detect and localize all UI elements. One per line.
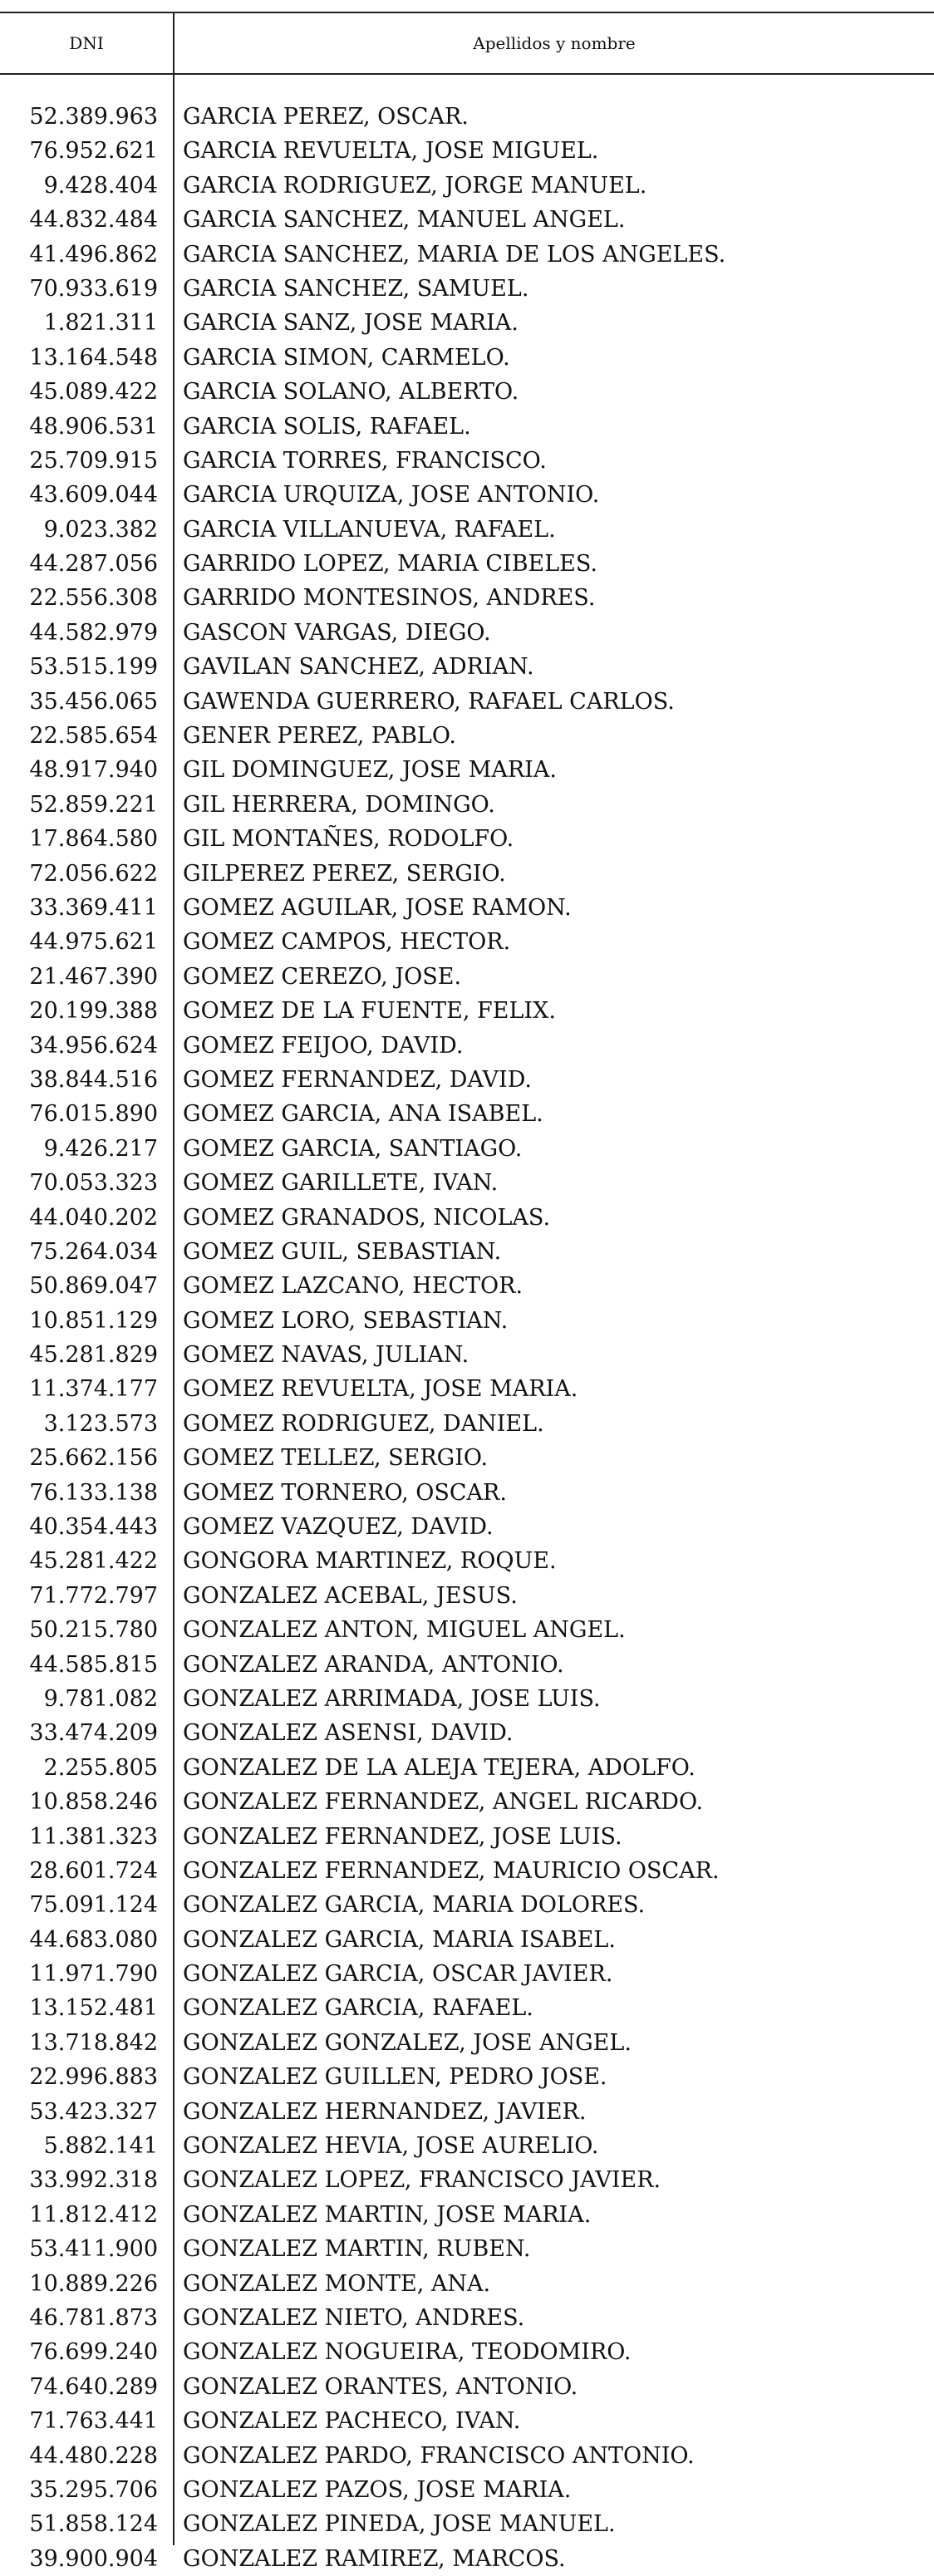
- name-cell: GARCIA REVUELTA, JOSE MIGUEL.: [183, 138, 599, 165]
- dni-cell: 50.869.047: [29, 1273, 158, 1300]
- dni-cell: 13.718.842: [29, 2029, 158, 2056]
- table-row: [0, 2542, 934, 2576]
- name-cell: GONZALEZ MONTE, ANA.: [183, 2270, 491, 2297]
- dni-cell: 38.844.516: [29, 1066, 158, 1093]
- table-row: [0, 2198, 934, 2232]
- name-cell: GONZALEZ ANTON, MIGUEL ANGEL.: [183, 1617, 626, 1644]
- table-body: [0, 100, 934, 2576]
- table-row: [0, 1820, 934, 1854]
- name-cell: GOMEZ VAZQUEZ, DAVID.: [183, 1514, 494, 1541]
- dni-cell: 44.585.815: [29, 1651, 158, 1678]
- name-cell: GONZALEZ PAZOS, JOSE MARIA.: [183, 2476, 572, 2503]
- dni-cell: 3.123.573: [43, 1410, 158, 1437]
- dni-cell: 71.772.797: [29, 1582, 158, 1609]
- table-row: [0, 306, 934, 340]
- table-row: [0, 1063, 934, 1097]
- table-row: [0, 1338, 934, 1372]
- table-row: [0, 753, 934, 787]
- table-header: [0, 13, 934, 75]
- table-row: [0, 1029, 934, 1063]
- dni-cell: 25.709.915: [29, 447, 158, 474]
- table-row: [0, 685, 934, 719]
- table-row: [0, 822, 934, 856]
- table-row: [0, 410, 934, 444]
- name-cell: GONZALEZ PACHECO, IVAN.: [183, 2408, 521, 2435]
- name-cell: GARCIA SANCHEZ, MANUEL ANGEL.: [183, 207, 626, 234]
- name-cell: GONZALEZ HEVIA, JOSE AURELIO.: [183, 2133, 599, 2160]
- dni-cell: 22.585.654: [29, 723, 158, 750]
- table-row: [0, 1304, 934, 1338]
- name-cell: GIL HERRERA, DOMINGO.: [183, 791, 495, 818]
- name-cell: GOMEZ GARCIA, SANTIAGO.: [183, 1135, 523, 1162]
- dni-cell: 21.467.390: [29, 963, 158, 990]
- dni-cell: 70.933.619: [29, 275, 158, 302]
- table-row: [0, 2439, 934, 2473]
- table-row: [0, 1716, 934, 1750]
- dni-cell: 39.900.904: [29, 2545, 158, 2572]
- name-cell: GOMEZ FERNANDEZ, DAVID.: [183, 1066, 532, 1093]
- table-row: [0, 1097, 934, 1131]
- dni-cell: 46.781.873: [29, 2305, 158, 2331]
- dni-cell: 11.381.323: [29, 1823, 158, 1850]
- name-cell: GOMEZ GARILLETE, IVAN.: [183, 1170, 499, 1197]
- dni-cell: 72.056.622: [29, 860, 158, 887]
- name-cell: GONZALEZ PINEDA, JOSE MANUEL.: [183, 2511, 616, 2538]
- table-row: [0, 2163, 934, 2197]
- name-cell: GONZALEZ GARCIA, MARIA ISABEL.: [183, 1926, 616, 1953]
- dni-cell: 34.956.624: [29, 1032, 158, 1059]
- table-row: [0, 2026, 934, 2060]
- dni-cell: 13.164.548: [29, 344, 158, 371]
- dni-cell: 35.456.065: [29, 688, 158, 715]
- name-cell: GARCIA URQUIZA, JOSE ANTONIO.: [183, 482, 600, 509]
- dni-cell: 44.480.228: [29, 2442, 158, 2469]
- dni-cell: 28.601.724: [29, 1857, 158, 1884]
- dni-cell: 9.426.217: [43, 1135, 158, 1162]
- table-row: [0, 203, 934, 237]
- name-cell: GOMEZ LORO, SEBASTIAN.: [183, 1307, 509, 1334]
- table-row: [0, 341, 934, 375]
- dni-cell: 76.015.890: [29, 1101, 158, 1128]
- dni-cell: 52.859.221: [29, 791, 158, 818]
- name-cell: GOMEZ CAMPOS, HECTOR.: [183, 929, 511, 956]
- name-cell: GARCIA SOLANO, ALBERTO.: [183, 379, 519, 406]
- dni-cell: 25.662.156: [29, 1445, 158, 1472]
- name-cell: GONZALEZ MARTIN, RUBEN.: [183, 2236, 531, 2263]
- dni-cell: 45.281.829: [29, 1342, 158, 1369]
- dni-cell: 44.832.484: [29, 207, 158, 234]
- table-row: [0, 2129, 934, 2163]
- table-row: [0, 960, 934, 994]
- name-cell: GAVILAN SANCHEZ, ADRIAN.: [183, 654, 534, 681]
- table-row: [0, 1201, 934, 1235]
- dni-cell: 22.996.883: [29, 2064, 158, 2091]
- table-row: [0, 1682, 934, 1716]
- table-row: [0, 1579, 934, 1613]
- dni-cell: 44.287.056: [29, 551, 158, 578]
- document-table: [0, 12, 934, 2572]
- table-row: [0, 169, 934, 203]
- dni-cell: 13.152.481: [29, 1995, 158, 2022]
- dni-cell: 48.906.531: [29, 413, 158, 440]
- table-row: [0, 1923, 934, 1957]
- dni-cell: 76.699.240: [29, 2339, 158, 2366]
- table-row: [0, 1166, 934, 1200]
- name-cell: GARRIDO LOPEZ, MARIA CIBELES.: [183, 551, 597, 578]
- table-row: [0, 1269, 934, 1303]
- name-cell: GOMEZ RODRIGUEZ, DANIEL.: [183, 1410, 544, 1437]
- dni-cell: 44.582.979: [29, 619, 158, 646]
- table-row: [0, 2232, 934, 2266]
- name-cell: GENER PEREZ, PABLO.: [183, 723, 456, 750]
- name-cell: GOMEZ REVUELTA, JOSE MARIA.: [183, 1376, 578, 1403]
- dni-cell: 22.556.308: [29, 585, 158, 612]
- dni-cell: 2.255.805: [43, 1754, 158, 1781]
- table-row: [0, 1510, 934, 1544]
- name-cell: GOMEZ GARCIA, ANA ISABEL.: [183, 1101, 543, 1128]
- name-cell: GOMEZ NAVAS, JULIAN.: [183, 1342, 469, 1369]
- dni-cell: 52.389.963: [29, 104, 158, 130]
- table-row: [0, 1854, 934, 1888]
- name-cell: GONZALEZ FERNANDEZ, JOSE LUIS.: [183, 1823, 622, 1850]
- dni-cell: 44.975.621: [29, 929, 158, 956]
- name-cell: GONZALEZ ARANDA, ANTONIO.: [183, 1651, 564, 1678]
- name-cell: GOMEZ DE LA FUENTE, FELIX.: [183, 998, 556, 1025]
- table-row: [0, 994, 934, 1028]
- name-cell: GOMEZ LAZCANO, HECTOR.: [183, 1273, 524, 1300]
- table-row: [0, 513, 934, 547]
- name-cell: GONZALEZ GARCIA, OSCAR JAVIER.: [183, 1961, 613, 1988]
- name-cell: GAWENDA GUERRERO, RAFAEL CARLOS.: [183, 688, 675, 715]
- header-name: Apellidos y nombre: [473, 33, 636, 53]
- table-row: [0, 1476, 934, 1510]
- table-row: [0, 857, 934, 891]
- name-cell: GOMEZ TORNERO, OSCAR.: [183, 1479, 507, 1506]
- table-row: [0, 1957, 934, 1991]
- name-cell: GOMEZ TELLEZ, SERGIO.: [183, 1445, 489, 1472]
- name-cell: GARRIDO MONTESINOS, ANDRES.: [183, 585, 596, 612]
- name-cell: GONZALEZ FERNANDEZ, ANGEL RICARDO.: [183, 1789, 704, 1816]
- name-cell: GONZALEZ GONZALEZ, JOSE ANGEL.: [183, 2029, 632, 2056]
- dni-cell: 74.640.289: [29, 2373, 158, 2400]
- table-row: [0, 2404, 934, 2438]
- table-row: [0, 1407, 934, 1441]
- table-row: [0, 925, 934, 959]
- dni-cell: 45.281.422: [29, 1548, 158, 1575]
- table-row: [0, 2060, 934, 2094]
- table-row: [0, 1751, 934, 1785]
- name-cell: GONZALEZ HERNANDEZ, JAVIER.: [183, 2098, 587, 2125]
- table-row: [0, 100, 934, 134]
- dni-cell: 11.812.412: [29, 2201, 158, 2228]
- dni-cell: 40.354.443: [29, 1514, 158, 1541]
- table-row: [0, 2370, 934, 2404]
- dni-cell: 44.040.202: [29, 1204, 158, 1231]
- table-row: [0, 1785, 934, 1819]
- dni-cell: 9.428.404: [43, 172, 158, 199]
- name-cell: GIL DOMINGUEZ, JOSE MARIA.: [183, 757, 557, 784]
- table-row: [0, 134, 934, 168]
- name-cell: GONZALEZ ACEBAL, JESUS.: [183, 1582, 518, 1609]
- name-cell: GONZALEZ DE LA ALEJA TEJERA, ADOLFO.: [183, 1754, 696, 1781]
- dni-cell: 17.864.580: [29, 826, 158, 853]
- table-row: [0, 1235, 934, 1269]
- table-row: [0, 1441, 934, 1475]
- dni-cell: 10.851.129: [29, 1307, 158, 1334]
- table-row: [0, 891, 934, 925]
- name-cell: GARCIA VILLANUEVA, RAFAEL.: [183, 516, 556, 543]
- name-cell: GOMEZ FEIJOO, DAVID.: [183, 1032, 464, 1059]
- name-cell: GOMEZ GRANADOS, NICOLAS.: [183, 1204, 551, 1231]
- name-cell: GARCIA SANZ, JOSE MARIA.: [183, 310, 519, 337]
- name-cell: GONZALEZ GARCIA, MARIA DOLORES.: [183, 1892, 646, 1919]
- table-row: [0, 719, 934, 753]
- dni-cell: 11.971.790: [29, 1961, 158, 1988]
- name-cell: GONZALEZ ASENSI, DAVID.: [183, 1720, 514, 1747]
- dni-cell: 10.858.246: [29, 1789, 158, 1816]
- name-cell: GILPEREZ PEREZ, SERGIO.: [183, 860, 506, 887]
- name-cell: GARCIA TORRES, FRANCISCO.: [183, 447, 547, 474]
- table-row: [0, 581, 934, 615]
- table-row: [0, 1613, 934, 1647]
- header-dni: DNI: [69, 33, 104, 53]
- dni-cell: 76.952.621: [29, 138, 158, 165]
- table-row: [0, 1991, 934, 2025]
- table-row: [0, 616, 934, 650]
- dni-cell: 53.515.199: [29, 654, 158, 681]
- dni-cell: 33.992.318: [29, 2167, 158, 2194]
- name-cell: GOMEZ AGUILAR, JOSE RAMON.: [183, 894, 572, 921]
- dni-cell: 53.423.327: [29, 2098, 158, 2125]
- table-row: [0, 2507, 934, 2541]
- name-cell: GARCIA SANCHEZ, MARIA DE LOS ANGELES.: [183, 241, 726, 268]
- table-row: [0, 444, 934, 478]
- table-row: [0, 375, 934, 409]
- table-row: [0, 272, 934, 306]
- table-row: [0, 1648, 934, 1682]
- table-row: [0, 2473, 934, 2507]
- name-cell: GIL MONTAÑES, RODOLFO.: [183, 826, 514, 853]
- table-row: [0, 2267, 934, 2301]
- dni-cell: 9.023.382: [43, 516, 158, 543]
- dni-cell: 9.781.082: [43, 1685, 158, 1712]
- name-cell: GONGORA MARTINEZ, ROQUE.: [183, 1548, 557, 1575]
- table-row: [0, 1544, 934, 1578]
- table-row: [0, 2301, 934, 2335]
- dni-cell: 41.496.862: [29, 241, 158, 268]
- name-cell: GARCIA SANCHEZ, SAMUEL.: [183, 275, 529, 302]
- name-cell: GONZALEZ NOGUEIRA, TEODOMIRO.: [183, 2339, 632, 2366]
- dni-cell: 5.882.141: [43, 2133, 158, 2160]
- name-cell: GARCIA SOLIS, RAFAEL.: [183, 413, 471, 440]
- name-cell: GONZALEZ NIETO, ANDRES.: [183, 2305, 525, 2331]
- name-cell: GARCIA PEREZ, OSCAR.: [183, 104, 469, 130]
- dni-cell: 20.199.388: [29, 998, 158, 1025]
- name-cell: GOMEZ GUIL, SEBASTIAN.: [183, 1238, 502, 1265]
- dni-cell: 48.917.940: [29, 757, 158, 784]
- name-cell: GARCIA RODRIGUEZ, JORGE MANUEL.: [183, 172, 647, 199]
- dni-cell: 45.089.422: [29, 379, 158, 406]
- dni-cell: 1.821.311: [43, 310, 158, 337]
- name-cell: GONZALEZ LOPEZ, FRANCISCO JAVIER.: [183, 2167, 661, 2194]
- name-cell: GONZALEZ GARCIA, RAFAEL.: [183, 1995, 533, 2022]
- name-cell: GONZALEZ GUILLEN, PEDRO JOSE.: [183, 2064, 607, 2091]
- dni-cell: 75.264.034: [29, 1238, 158, 1265]
- dni-cell: 44.683.080: [29, 1926, 158, 1953]
- table-row: [0, 650, 934, 684]
- table-row: [0, 1888, 934, 1922]
- dni-cell: 51.858.124: [29, 2511, 158, 2538]
- name-cell: GONZALEZ ORANTES, ANTONIO.: [183, 2373, 578, 2400]
- table-row: [0, 1132, 934, 1166]
- dni-cell: 10.889.226: [29, 2270, 158, 2297]
- name-cell: GONZALEZ PARDO, FRANCISCO ANTONIO.: [183, 2442, 695, 2469]
- name-cell: GONZALEZ MARTIN, JOSE MARIA.: [183, 2201, 592, 2228]
- name-cell: GONZALEZ FERNANDEZ, MAURICIO OSCAR.: [183, 1857, 720, 1884]
- dni-cell: 70.053.323: [29, 1170, 158, 1197]
- name-cell: GONZALEZ ARRIMADA, JOSE LUIS.: [183, 1685, 601, 1712]
- dni-cell: 11.374.177: [29, 1376, 158, 1403]
- dni-cell: 33.369.411: [29, 894, 158, 921]
- dni-cell: 43.609.044: [29, 482, 158, 509]
- dni-cell: 76.133.138: [29, 1479, 158, 1506]
- dni-cell: 75.091.124: [29, 1892, 158, 1919]
- table-row: [0, 478, 934, 512]
- table-row: [0, 2095, 934, 2129]
- dni-cell: 71.763.441: [29, 2408, 158, 2435]
- name-cell: GOMEZ CEREZO, JOSE.: [183, 963, 462, 990]
- name-cell: GARCIA SIMON, CARMELO.: [183, 344, 510, 371]
- dni-cell: 53.411.900: [29, 2236, 158, 2263]
- table-row: [0, 547, 934, 581]
- table-row: [0, 238, 934, 272]
- table-row: [0, 1372, 934, 1406]
- name-cell: GASCON VARGAS, DIEGO.: [183, 619, 491, 646]
- table-row: [0, 788, 934, 822]
- table-row: [0, 2335, 934, 2369]
- name-cell: GONZALEZ RAMIREZ, MARCOS.: [183, 2545, 566, 2572]
- dni-cell: 33.474.209: [29, 1720, 158, 1747]
- dni-cell: 50.215.780: [29, 1617, 158, 1644]
- dni-cell: 35.295.706: [29, 2476, 158, 2503]
